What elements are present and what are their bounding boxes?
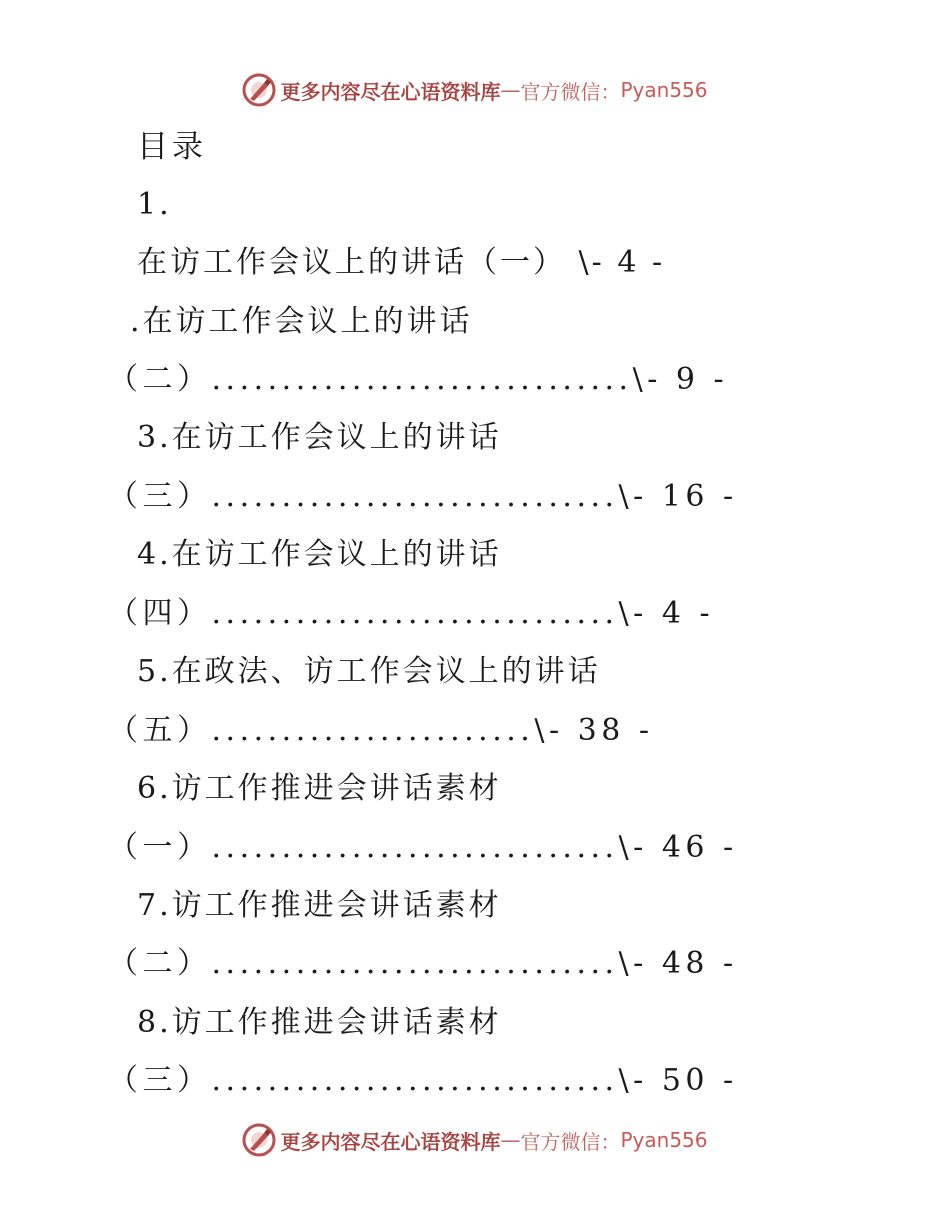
watermark-dash: — bbox=[500, 78, 521, 102]
watermark-text: 更多内容尽在心语资料库 bbox=[280, 79, 501, 104]
toc-line: 6.访工作推进会讲话素材 bbox=[137, 771, 502, 806]
toc-line: .在访工作会议上的讲话 bbox=[130, 304, 473, 339]
pen-logo-icon bbox=[242, 1123, 276, 1157]
toc-line: 7.访工作推进会讲话素材 bbox=[137, 888, 502, 923]
watermark-text: 更多内容尽在心语资料库 bbox=[280, 1129, 501, 1154]
watermark-dash: — bbox=[500, 1128, 521, 1152]
toc-line: （二）..............................\- 9 - bbox=[108, 362, 729, 397]
toc-line: 3.在访工作会议上的讲话 bbox=[137, 420, 502, 455]
toc-line: （二）.............................\- 48 - bbox=[108, 946, 738, 981]
wechat-label: 官方微信： bbox=[520, 79, 621, 104]
pen-logo-icon bbox=[242, 73, 276, 107]
toc-line: （一）.............................\- 46 - bbox=[108, 830, 738, 865]
toc-line: （三）.............................\- 50 - bbox=[108, 1063, 738, 1098]
watermark-banner-top bbox=[0, 70, 950, 110]
toc-line: （五）.......................\- 38 - bbox=[108, 713, 654, 748]
wechat-id: Pyan556 bbox=[620, 78, 708, 102]
toc-line: 在访工作会议上的讲话（一） \- 4 - bbox=[137, 245, 666, 280]
watermark-banner-bottom bbox=[0, 1120, 950, 1160]
toc-title: 目录 bbox=[137, 129, 207, 165]
toc-line: 4.在访工作会议上的讲话 bbox=[137, 537, 502, 572]
toc-line: 8.访工作推进会讲话素材 bbox=[137, 1005, 502, 1040]
toc-line: （三）.............................\- 16 - bbox=[108, 479, 738, 514]
toc-line: 5.在政法、访工作会议上的讲话 bbox=[137, 654, 601, 689]
toc-line: （四）.............................\- 4 - bbox=[108, 596, 715, 631]
wechat-id: Pyan556 bbox=[620, 1128, 708, 1152]
wechat-label: 官方微信： bbox=[520, 1129, 621, 1154]
toc-line: 1. bbox=[137, 187, 172, 222]
